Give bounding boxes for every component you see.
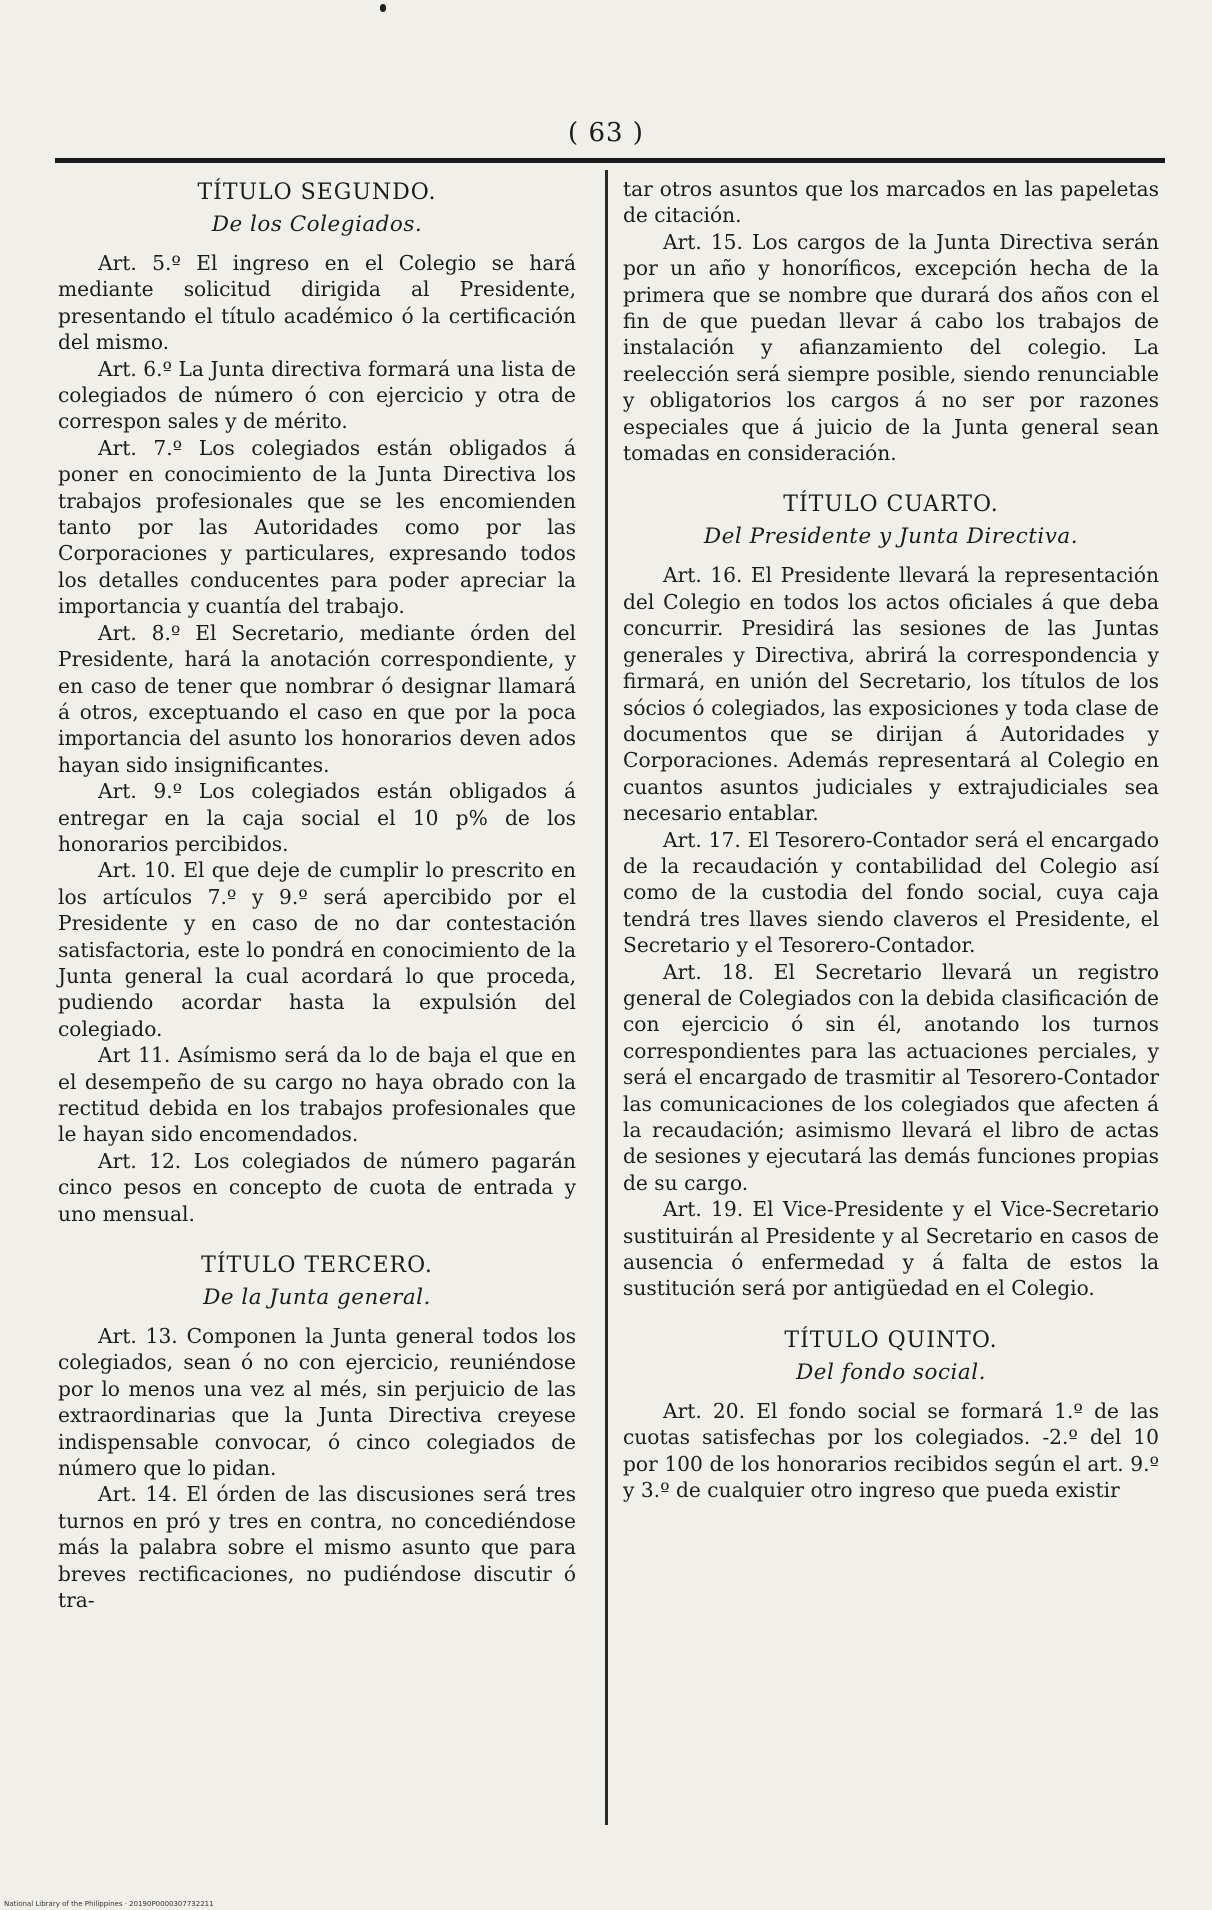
article-paragraph: Art. 20. El fondo social se formará 1.º de las cuotas satisfechas por los colegiados. -2.º del 10 por 100 de los honorarios recibidos según el art. 9.º y 3.º de cualquier otro ingreso que pueda existir: [623, 1398, 1159, 1503]
section-subheading: De los Colegiados.: [211, 212, 423, 237]
article-paragraph: Art. 19. El Vice-Presidente y el Vice-Secretario sustituirán al Presidente y al Secretario en casos de ausencia ó enfermedad y á falta de estos la sustitución será por antigüedad en el Colegio.: [623, 1197, 1159, 1301]
article-paragraph: Art. 9.º Los colegiados están obligados á entregar en la caja social el 10 p% de los honorarios percibidos.: [58, 779, 576, 856]
right-column: [623, 176, 1159, 1503]
article-paragraph: Art. 5.º El ingreso en el Colegio se hará mediante solicitud dirigida al Presidente, presentando el título académico ó la certificación del mismo.: [58, 251, 576, 355]
article-paragraph: Art 11. Asímismo será da lo de baja el que en el desempeño de su cargo no haya obrado con la rectitud debida en los trabajos profesionales que le hayan sido encomendados.: [58, 1043, 576, 1147]
section-heading: TÍTULO CUARTO.: [783, 492, 999, 518]
section-subheading: De la Junta general.: [203, 1285, 431, 1311]
ink-spot: [380, 4, 386, 12]
section-subheading: Del Presidente y Junta Directiva.: [703, 524, 1079, 550]
article-paragraph: Art. 7.º Los colegiados están obligados á poner en conocimiento de la Junta Directiva los trabajos profesionales que se les encomienden tanto por las Autoridades como por las Corporaciones y particulares, expresando todos los detalles conducentes para poder apreciar la importancia y cuantía del trabajo.: [58, 435, 576, 619]
page-number: ( 63 ): [568, 118, 644, 148]
article-paragraph: Art. 17. El Tesorero-Contador será el encargado de la recaudación y contabilidad del Colegio así como de la custodia del fondo social, cuya caja tendrá tres llaves siendo claveros el Presidente, el Secretario y el Tesorero-Contador.: [623, 827, 1159, 958]
article-paragraph: Art. 16. El Presidente llevará la representación del Colegio en todos los actos oficiales á que deba concurrir. Presidirá las sesiones de las Juntas generales y Directiva, abrirá la correspondencia y firmará, en unión del Secretario, los títulos de los sócios ó colegiados, las exposiciones y toda clase de documentos que se dirijan á Autoridades y Corporaciones. Además representará al Colegio en cuantos asuntos judiciales y extrajudiciales sea necesario entablar.: [623, 563, 1159, 826]
article-paragraph: Art. 8.º El Secretario, mediante órden del Presidente, hará la anotación correspondiente, y en caso de tener que nombrar ó designar llamará á otros, exceptuando el caso en que por la poca importancia del asunto los honorarios deven ados hayan sido insignificantes.: [58, 620, 576, 777]
column-divider: [605, 170, 608, 1825]
section-subheading: Del fondo social.: [796, 1359, 986, 1385]
article-paragraph: Art. 15. Los cargos de la Junta Directiva serán por un año y honoríficos, excepción hecha de la primera que se nombre que durará dos años con el fin de que puedan llevar á cabo los trabajos de instalación y afianzamiento del colegio. La reelección será siempre posible, siendo renunciable y obligatorios los cargos á no ser por razones especiales que á juicio de la Junta general sean tomadas en consideración.: [623, 229, 1159, 466]
header-rule: [55, 158, 1165, 163]
article-paragraph: Art. 18. El Secretario llevará un registro general de Colegiados con la debida clasificación de con ejercicio ó sin él, anotando los turnos correspondientes para las actuaciones perciales, y será el encargado de trasmitir al Tesorero-Contador las comunicaciones de los colegiados que afecten á la recaudación; asimismo llevará el libro de actas de sesiones y ejecutará las demás funciones propias de su cargo.: [623, 959, 1159, 1195]
library-footer: National Library of the Philippines · 20190P0000307732211: [4, 1900, 214, 1908]
continued-paragraph: tar otros asuntos que los marcados en las papeletas de citación.: [623, 177, 1159, 228]
left-column: [58, 176, 576, 1614]
article-paragraph: Art. 12. Los colegiados de número pagarán cinco pesos en concepto de cuota de entrada y uno mensual.: [58, 1148, 576, 1226]
section-heading: TÍTULO QUINTO.: [784, 1327, 998, 1353]
article-paragraph: Art. 10. El que deje de cumplir lo prescrito en los artículos 7.º y 9.º será apercibido por el Presidente y en caso de no dar contestación satisfactoria, este lo pondrá en conocimiento de la Junta general la cual acordará lo que proceda, pudiendo acordar hasta la expulsión del colegiado.: [58, 858, 576, 1041]
section-heading: TÍTULO SEGUNDO.: [197, 180, 437, 205]
article-paragraph: Art. 14. El órden de las discusiones será tres turnos en pró y tres en contra, no concediéndose más la palabra sobre el mismo asunto que para breves rectificaciones, no pudiéndose discutir ó tra-: [58, 1482, 576, 1613]
section-heading: TÍTULO TERCERO.: [201, 1253, 433, 1279]
article-paragraph: Art. 13. Componen la Junta general todos los colegiados, sean ó no con ejercicio, reuniéndose por lo menos una vez al més, sin perjuicio de las extraordinarias que la Junta Directiva creyese indispensable convocar, ó cinco colegiados de número que lo pidan.: [58, 1324, 576, 1481]
article-paragraph: Art. 6.º La Junta directiva formará una lista de colegiados de número ó con ejercicio y otra de correspon sales y de mérito.: [58, 356, 576, 434]
